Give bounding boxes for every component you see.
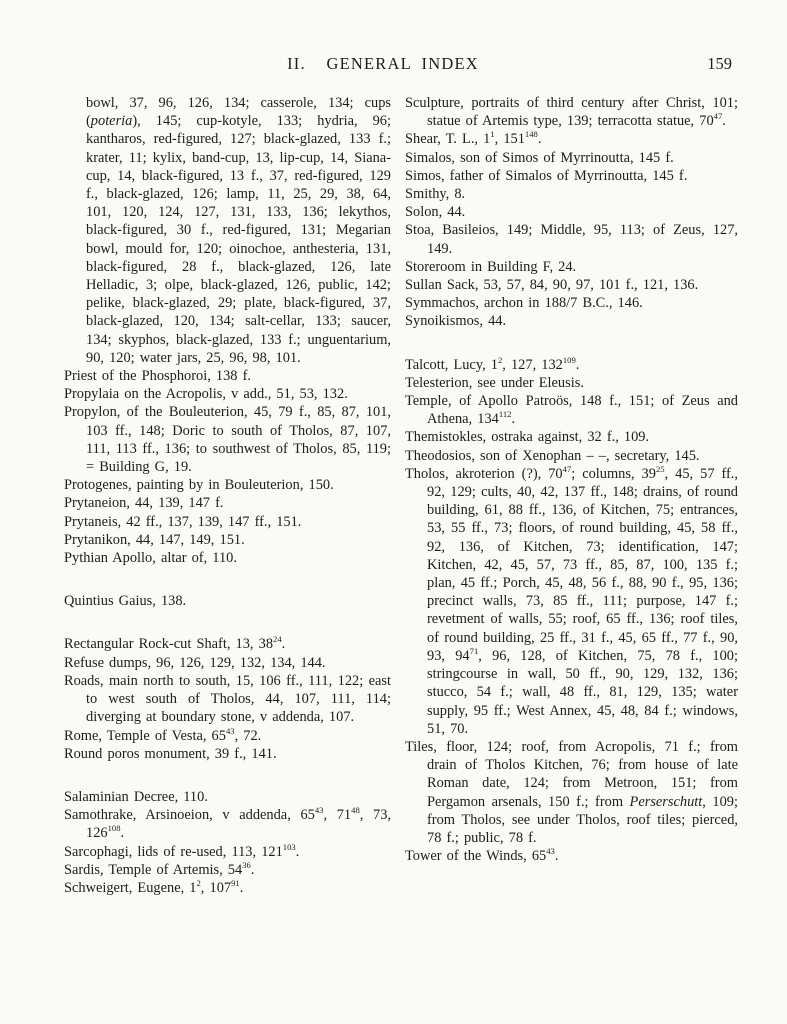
index-entry: Roads, main north to south, 15, 106 ff., 111, 122; east to west south of Tholos, 44, 107, 111, 114; diverging at boundary stone, v addenda, 107. (64, 672, 391, 726)
index-entry: Propylaia on the Acropolis, v add., 51, 53, 132. (64, 386, 348, 403)
index-entry: Simos, father of Simalos of Myrrinoutta, 145 f. (405, 167, 688, 184)
section-title: II. GENERAL INDEX (287, 54, 479, 73)
index-entry: Pythian Apollo, altar of, 110. (64, 550, 237, 567)
index-entry: Theodosios, son of Xenophan – –, secretary, 145. (405, 447, 700, 464)
index-entry: Tholos, akroterion (?), $70^{47}$; columns, $39^{25}$, 45, 57 ff., 92, 129; cults, 40, 42, 137 ff., 148; drains, of round building, 61, 88 ff., 136, of Kitchen, 75; entrances, 53, 55 ff., 73; floors, of round building, 45, 58 ff., 92, 136, of Kitchen, 73; identification, 147; Kitchen, 42, 45, 57, 73 ff., 85, 87, 100, 135 f.; plan, 45 ff.; Porch, 45, 48, 56 f., 88, 90 f., 95, 136; precinct walls, 73, 85 ff., 111; purpose, 147 f.; revetment of walls, 55; roof, 65 ff., 136; roof tiles, of round building, 25 ff., 31 f., 45, 65 ff., 77 f., 90, 93, $94^{71}$, 96, 128, of Kitchen, 75, 78 f., 100; stringcourse in wall, 50 ff., 90, 129, 132, 136; stucco, 54 f.; wall, 48 ff., 81, 129, 135; water supply, 95 ff.; West Annex, 45, 48, 84 f.; windows, 51, 70. (405, 464, 739, 737)
index-entry: Sarcophagi, lids of re-used, 113, $121^{103}$. (64, 841, 300, 860)
index-entry: Solon, 44. (405, 204, 466, 221)
index-entry: Sullan Sack, 53, 57, 84, 90, 97, 101 f., 121, 136. (405, 277, 699, 294)
index-entry: Schweigert, Eugene, $1^2$, $107^{91}$. (64, 878, 244, 896)
index-entry: Talcott, Lucy, $1^2$, 127, $132^{109}$. (405, 354, 580, 373)
index-entry: Synoikismos, 44. (405, 313, 507, 330)
index-columns (64, 94, 738, 897)
index-entry: Salaminian Decree, 110. (64, 788, 208, 805)
right-column (405, 94, 738, 897)
index-entry: Telesterion, see under Eleusis. (405, 374, 584, 391)
index-entry: Prytaneis, 42 ff., 137, 139, 147 ff., 151. (64, 513, 302, 530)
index-entry: Prytanikon, 44, 147, 149, 151. (64, 531, 245, 548)
index-entry: bowl, 37, 96, 126, 134; casserole, 134; cups (poteria), 145; cup-kotyle, 133; hydria, 96; kantharos, red-figured, 127; black-glazed, 133 f.; krater, 11; kylix, band-cup, 13, lip-cup, 14, Siana-cup, 14, black-figured, 13 f., 37, red-figured, 129 f., black-glazed, 126; lamp, 11, 25, 29, 38, 64, 101, 120, 124, 127, 131, 133, 136; lekythos, black-figured, 30 f., red-figured, 131; Megarian bowl, mould for, 120; oinochoe, anthesteria, 131, black-figured, 28 f., black-glazed, 126, late Helladic, 3; olpe, black-glazed, 126, public, 142; pelike, black-glazed, 29; plate, black-figured, 37, black-glazed, 120, 134; salt-cellar, 133; saucer, 134; skyphos, black-glazed, 133 f.; unguentarium, 90, 120; water jars, 25, 96, 98, 101. (86, 95, 391, 366)
index-entry: Tower of the Winds, $65^{43}$. (405, 846, 559, 865)
index-entry: Rome, Temple of Vesta, $65^{43}$, 72. (64, 725, 262, 744)
index-entry: Storeroom in Building F, 24. (405, 258, 577, 275)
index-entry: Propylon, of the Bouleuterion, 45, 79 f., 85, 87, 101, 103 ff., 148; Doric to south of Tholos, 87, 107, 111, 113 ff., 136; to southwest of Tholos, 85, 119; = Building G, 19. (64, 404, 391, 476)
index-entry: Shear, T. L., $1^1$, $151^{148}$. (405, 129, 542, 148)
index-entry: Sardis, Temple of Artemis, $54^{36}$. (64, 859, 255, 878)
page-number: 159 (707, 54, 732, 73)
index-entry: Temple, of Apollo Patroös, 148 f., 151; of Zeus and Athena, $134^{112}$. (405, 393, 738, 428)
index-entry: Themistokles, ostraka against, 32 f., 109. (405, 429, 650, 446)
index-entry: Samothrake, Arsinoeion, v addenda, $65^{43}$, $71^{48}$, 73, $126^{108}$. (64, 805, 391, 842)
index-entry: Round poros monument, 39 f., 141. (64, 745, 277, 762)
index-entry: Symmachos, archon in 188/7 B.C., 146. (405, 295, 643, 312)
index-entry: Sculpture, portraits of third century after Christ, 101; statue of Artemis type, 139; terracotta statue, $70^{47}$. (405, 95, 738, 130)
index-entry: Priest of the Phosphoroi, 138 f. (64, 368, 251, 385)
index-entry: Protogenes, painting by in Bouleuterion, 150. (64, 477, 334, 494)
index-entry: Tiles, floor, 124; roof, from Acropolis, 71 f.; from drain of Tholos Kitchen, 76; from house of late Roman date, 124; from Metroon, 151; from Pergamon arsenals, 150 f.; from Perserschutt, 109; from Tholos, see under Tholos, roof tiles; pierced, 78 f.; public, 78 f. (405, 738, 738, 846)
index-entry: Quintius Gaius, 138. (64, 593, 187, 610)
index-entry: Refuse dumps, 96, 126, 129, 132, 134, 144. (64, 654, 326, 671)
index-entry: Smithy, 8. (405, 186, 466, 203)
index-entry: Prytaneion, 44, 139, 147 f. (64, 495, 224, 512)
page-header (64, 54, 738, 74)
index-entry: Simalos, son of Simos of Myrrinoutta, 145 f. (405, 149, 674, 166)
left-column (64, 94, 391, 897)
index-entry: Rectangular Rock-cut Shaft, 13, $38^{24}$. (64, 634, 286, 653)
index-entry: Stoa, Basileios, 149; Middle, 95, 113; of Zeus, 127, 149. (405, 222, 738, 257)
